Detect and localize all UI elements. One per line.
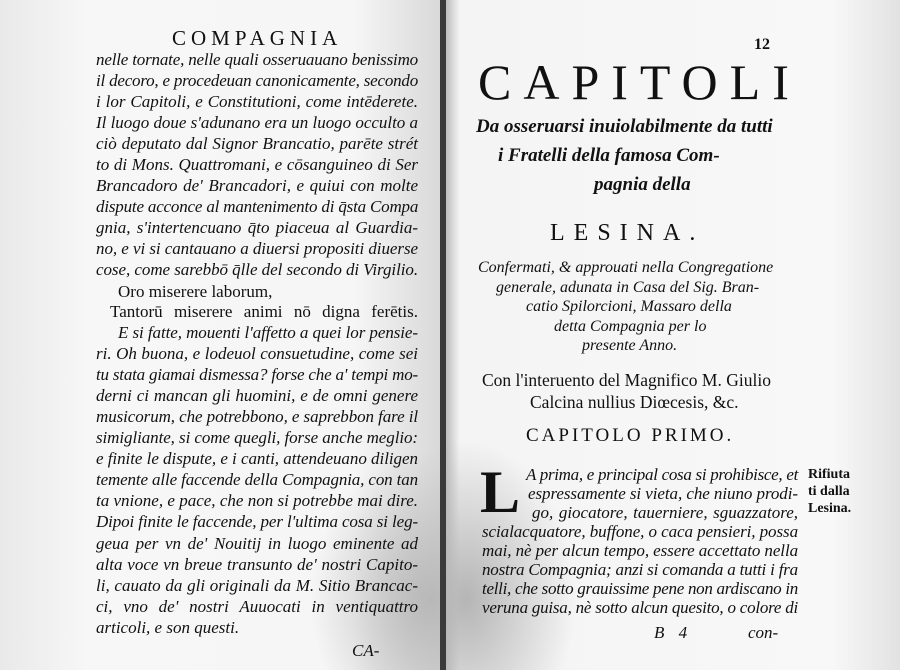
text-line: il decoro, e procedeuan canonicamente, secondo <box>96 71 418 90</box>
text-line: alta voce vn breue transunto de' nostri Capito- <box>96 555 418 574</box>
text-line: musicorum, che potrebbono, e saprebbon fare il <box>96 407 418 426</box>
body-line: nostra Compagnia; anzi si comanda a tutti i fra <box>482 560 798 579</box>
text-line: Dipoi finite le faccende, per l'ultima cosa si leg- <box>96 512 418 531</box>
verse-line: Tantorū miserere animi nō digna ferētis. <box>110 302 418 321</box>
body-line: scialacquatore, buffone, o caca pensieri, possa <box>482 522 798 541</box>
chapter-heading: CAPITOLO PRIMO. <box>526 425 735 446</box>
confirm-line: presente Anno. <box>582 337 678 354</box>
text-line: ri. Oh buona, e lodeuol consuetudine, come sei <box>96 344 418 363</box>
text-line: temente alle faccende della Compagnia, con tan <box>96 470 418 489</box>
drop-cap: L <box>480 459 521 525</box>
chapter-title: CAPITOLI <box>478 54 801 110</box>
confirm-line: generale, adunata in Casa del Sig. Bran- <box>496 279 760 296</box>
text-line: geua per vn de' Nouitij in luogo eminente ad <box>96 534 418 553</box>
confirm-line: detta Compagnia per lo <box>554 318 707 335</box>
catchword: CA- <box>352 641 380 660</box>
margin-note: Rifiuta <box>808 467 850 482</box>
subtitle-line: Da osseruarsi inuiolabilmente da tutti <box>476 116 773 137</box>
intervention-line: Calcina nullius Diœcesis, &c. <box>530 392 739 412</box>
confirm-line: catio Spilorcioni, Massaro della <box>526 298 732 315</box>
subtitle-line: i Fratelli della famosa Com- <box>498 145 720 166</box>
text-line: cose, come sarebbō q̄lle del secondo di Virgilio. <box>96 260 419 279</box>
text-line: dispute acconce al mantenimento di q̄sta Compa <box>96 197 419 216</box>
text-line: nelle tornate, nelle quali osseruauano benissimo <box>96 50 418 69</box>
text-line: E si fatte, mouenti l'affetto a quei lor pensie- <box>118 323 418 342</box>
text-line: Il luogo doue s'adunano era un luogo occulto a <box>96 113 418 132</box>
text-line: simigliante, si come quegli, forse anche meglio: <box>96 428 418 447</box>
text-line: to di Mons. Quattromani, e cōsanguineo di Ser <box>96 155 418 174</box>
margin-note: ti dalla <box>808 484 850 499</box>
text-line: Brancadoro de' Brancadori, e quiui con molte <box>96 176 418 195</box>
page-number: 12 <box>754 36 770 53</box>
body-line: A prima, e principal cosa si prohibisce, et <box>526 465 798 484</box>
body-line: veruna guisa, nè sotto alcun quesito, o colore di <box>482 598 798 617</box>
text-line: articoli, e son questi. <box>96 618 240 637</box>
text-line: ciò deputato dal Signor Brancatio, parēte strét <box>96 134 418 153</box>
text-line: ci, vno de' nostri Auuocati in ventiquattro <box>96 597 418 616</box>
text-line: gnia, s'intertencuano q̄to piaceua al Guardia- <box>96 218 418 237</box>
running-head: COMPAGNIA <box>172 26 343 50</box>
text-line: ta vnione, e pace, che non si potrebbe mai dire. <box>96 491 418 510</box>
body-line: mai, nè per alcun tempo, essere accettato nella <box>482 541 798 560</box>
body-line: go, giocatore, tauerniere, sguazzatore, <box>532 503 798 522</box>
confirm-line: Confermati, & approuati nella Congregatione <box>478 259 774 276</box>
text-line: no, e vi si cantauano a diuersi propositi diuerse <box>96 239 418 258</box>
text-line: e finite le dispute, e i canti, attendeuano diligen <box>96 449 418 468</box>
subtitle-line: pagnia della <box>594 174 691 195</box>
margin-note: Lesina. <box>808 501 852 516</box>
left-page <box>0 0 442 670</box>
text-line: li, cauato da gli originali da M. Sitio Brancac- <box>96 576 418 595</box>
verse-line: Oro miserere laborum, <box>118 282 273 301</box>
body-line: espressamente si vieta, che niuno prodi- <box>528 484 798 503</box>
intervention-line: Con l'interuento del Magnifico M. Giulio <box>482 370 771 390</box>
body-line: telli, che sotto grauissime pene non ardiscano in <box>482 579 798 598</box>
right-page <box>446 0 900 670</box>
signature-mark: B 4 <box>654 623 688 642</box>
catchword: con- <box>748 623 779 642</box>
text-line: tu stata giamai dismessa? forse che a' tempi mo- <box>96 365 418 384</box>
company-name: LESINA. <box>550 220 705 246</box>
text-line: derni ci mancan gli huomini, e de omni genere <box>96 386 418 405</box>
text-line: i lor Capitoli, e Constitutioni, come intēderete. <box>96 92 418 111</box>
